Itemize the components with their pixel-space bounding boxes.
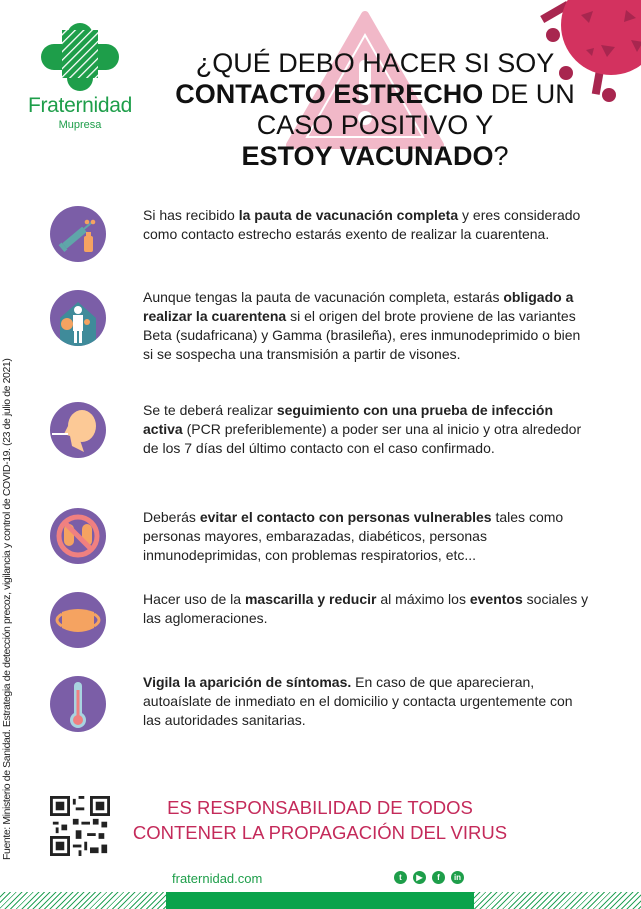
advice-text-1 — [143, 206, 593, 244]
text-part: Aunque tengas la pauta de vacunación completa, estarás — [143, 289, 504, 305]
advice-item-5 — [50, 592, 610, 648]
person-home-quarantine-icon — [50, 290, 106, 346]
title-line-4 — [165, 141, 585, 172]
title-line-1: ¿QUÉ DEBO HACER SI SOY — [195, 48, 555, 78]
no-contact-prohibited-icon — [50, 508, 106, 564]
text-bold: seguimiento con una prueba de infección activa — [143, 402, 554, 437]
social-links — [394, 871, 464, 884]
youtube-icon[interactable]: ▶ — [413, 871, 426, 884]
pcr-test-swab-icon — [50, 402, 106, 458]
fraternidad-logo — [25, 22, 135, 131]
slogan-line-1: ES RESPONSABILIDAD DE TODOS — [167, 797, 473, 818]
slogan-line-2: CONTENER LA PROPAGACIÓN DEL VIRUS — [132, 822, 508, 843]
footer-green-band — [166, 892, 474, 909]
advice-text-3 — [143, 401, 593, 458]
brand-name: Fraternidad — [27, 94, 133, 117]
text-bold: mascarilla y reducir — [244, 591, 377, 607]
linkedin-icon[interactable]: in — [451, 871, 464, 884]
text-part: al máximo los — [376, 591, 470, 607]
advice-text-2 — [143, 288, 593, 364]
text-part: Se te deberá realizar — [143, 402, 277, 418]
advice-item-4 — [50, 508, 610, 564]
website-link[interactable]: fraternidad.com — [172, 871, 263, 886]
twitter-icon[interactable]: t — [394, 871, 407, 884]
advice-text-5 — [143, 590, 593, 628]
advice-item-6 — [50, 676, 610, 732]
text-part: (PCR preferiblemente) a poder ser una al inicio y otra alrededor de los 7 días del último contacto con el caso confirmado. — [143, 421, 582, 456]
facebook-icon[interactable]: f — [432, 871, 445, 884]
advice-item-1 — [50, 206, 610, 262]
source-citation: Fuente: Ministerio de Sanidad. Estrategia de detección precoz, vigilancia y control de COVID-19. (23 de julio de 2021) — [1, 358, 13, 860]
text-part: y eres considerado como contacto estrecho estarás exento de realizar la cuarentena. — [143, 207, 581, 242]
brand-subtitle: Mupresa — [58, 119, 102, 131]
text-bold: eventos — [469, 591, 523, 607]
advice-item-3 — [50, 402, 610, 458]
title-de-un: DE UN — [483, 79, 575, 109]
page-title — [165, 48, 585, 172]
advice-text-4 — [143, 508, 593, 565]
title-bold-vacunado: ESTOY VACUNADO — [241, 141, 494, 171]
advice-text-6 — [143, 673, 593, 730]
thermometer-icon — [50, 676, 106, 732]
text-bold: la pauta de vacunación completa — [238, 207, 459, 223]
text-part: Hacer uso de la — [143, 591, 245, 607]
text-part: Si has recibido — [143, 207, 239, 223]
title-bold-contacto: CONTACTO ESTRECHO — [175, 79, 484, 109]
text-part: si el origen del brote proviene de las variantes Beta (sudafricana) y Gamma (brasileña), eres inmunodeprimido o bien si se sospecha una transmisión a partir de visones. — [143, 308, 581, 362]
text-part: tales como personas mayores, embarazadas, diabéticos, personas inmunodeprimidas, con problemas respiratorios, etc... — [143, 509, 564, 563]
syringe-vaccine-icon — [50, 206, 106, 262]
face-mask-icon — [50, 592, 106, 648]
text-bold: evitar el contacto con personas vulnerables — [199, 509, 492, 525]
text-bold: Vigila la aparición de síntomas. — [143, 674, 352, 690]
qr-code[interactable] — [50, 796, 110, 856]
text-bold: obligado a realizar la cuarentena — [143, 289, 574, 324]
clover-cross-logo-icon — [40, 22, 120, 92]
title-line-2 — [165, 79, 585, 110]
title-question-mark: ? — [493, 141, 509, 171]
title-line-3: CASO POSITIVO Y — [256, 110, 494, 140]
slogan — [120, 795, 520, 845]
text-part: En caso de que aparecieran, autoaíslate de inmediato en el domicilio y contacta urgentemente con las autoridades sanitarias. — [143, 674, 573, 728]
text-part: Deberás — [143, 509, 200, 525]
text-part: sociales y las aglomeraciones. — [143, 591, 589, 626]
advice-item-2 — [50, 289, 610, 362]
